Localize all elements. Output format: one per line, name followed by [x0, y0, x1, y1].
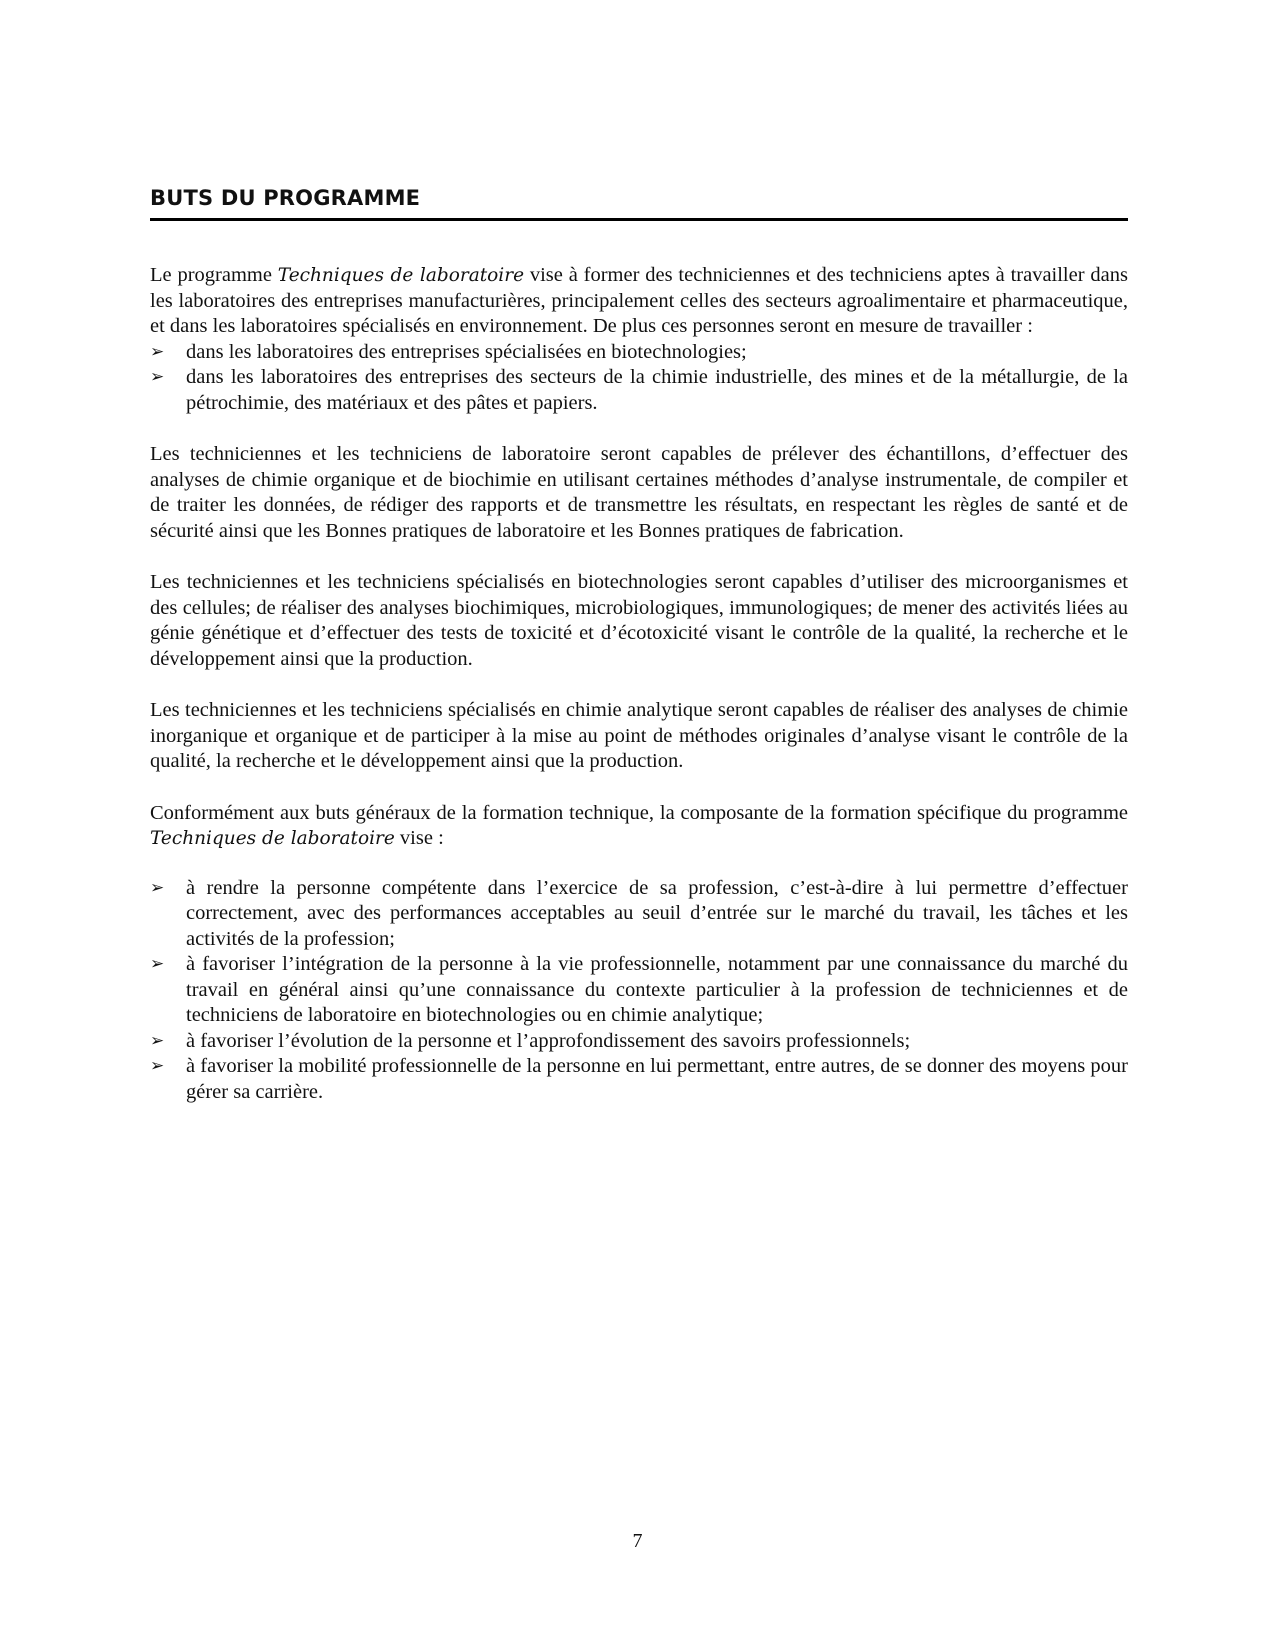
goals-bullet-list	[150, 876, 1128, 1106]
intro-text-after: vise à former des techniciennes et des techniciens aptes à travailler dans les laboratoires des entreprises manufacturières, principalement celles des secteurs agroalimentaire et pharmaceutique, et dans les laboratoires spécialisés en environnement. De plus ces personnes seront en mesure de travailler :	[150, 264, 1128, 337]
list-item-text: à favoriser l’évolution de la personne et l’approfondissement des savoirs professionnels;	[186, 1029, 911, 1052]
conformity-text-after: vise :	[394, 827, 444, 849]
lab-technicians-paragraph: Les techniciennes et les techniciens de laboratoire seront capables de prélever des échantillons, d’effectuer des analyses de chimie organique et de biochimie en utilisant certaines méthodes d’analyse instrumentale, de compiler et de traiter les données, de rédiger des rapports et de transmettre les résultats, en respectant les règles de santé et de sécurité ainsi que les Bonnes pratiques de laboratoire et les Bonnes pratiques de fabrication.	[150, 443, 1128, 542]
intro-text-before: Le programme	[150, 264, 278, 286]
program-name: Techniques de laboratoire	[277, 265, 525, 286]
program-name-2: Techniques de laboratoire	[150, 828, 395, 849]
biotech-paragraph: Les techniciennes et les techniciens spécialisés en biotechnologies seront capables d’utiliser des microorganismes et des cellules; de réaliser des analyses biochimiques, microbiologiques, immunologiques; de mener des activités liées au génie génétique et d’effectuer des tests de toxicité et d’écotoxicité visant le contrôle de la qualité, la recherche et le développement ainsi que la production.	[150, 571, 1128, 670]
arrow-bullet-icon: ➢	[150, 341, 165, 362]
arrow-bullet-icon: ➢	[150, 1056, 165, 1076]
intro-block	[150, 263, 1128, 416]
arrow-bullet-icon: ➢	[150, 954, 165, 974]
document-page	[150, 186, 1128, 1105]
list-item	[150, 340, 1128, 366]
intro-paragraph	[150, 263, 1128, 340]
list-item-text: à rendre la personne compétente dans l’exercice de sa profession, c’est-à-dire à lui permettre d’effectuer correctement, avec des performances acceptables au seuil d’entrée sur le marché du travail, les tâches et les activités de la profession;	[186, 876, 1128, 950]
section-heading: BUTS DU PROGRAMME	[150, 186, 1128, 221]
arrow-bullet-icon: ➢	[150, 1030, 165, 1051]
intro-bullet-list	[150, 340, 1128, 417]
list-item	[150, 1029, 1128, 1055]
list-item-text: à favoriser l’intégration de la personne à la vie professionnelle, notamment par une connaissance du marché du travail en général ainsi qu’une connaissance du contexte particulier à la profession de techniciennes et de techniciens de laboratoire en biotechnologies ou en chimie analytique;	[186, 953, 1128, 1026]
analytical-chemistry-paragraph: Les techniciennes et les techniciens spécialisés en chimie analytique seront capables de réaliser des analyses de chimie inorganique et organique et de participer à la mise au point de méthodes originales d’analyse visant le contrôle de la qualité, la recherche et le développement ainsi que la production.	[150, 699, 1128, 772]
list-item	[150, 365, 1128, 416]
conformity-paragraph	[150, 801, 1128, 852]
arrow-bullet-icon: ➢	[150, 877, 165, 898]
list-item-text: dans les laboratoires des entreprises spécialisées en biotechnologies;	[186, 340, 747, 363]
arrow-bullet-icon: ➢	[150, 367, 165, 387]
list-item	[150, 952, 1128, 1029]
list-item	[150, 1054, 1128, 1105]
list-item-text: à favoriser la mobilité professionnelle de la personne en lui permettant, entre autres, de se donner des moyens pour gérer sa carrière.	[186, 1055, 1128, 1103]
list-item-text: dans les laboratoires des entreprises des secteurs de la chimie industrielle, des mines et de la métallurgie, de la pétrochimie, des matériaux et des pâtes et papiers.	[186, 366, 1128, 414]
list-item	[150, 876, 1128, 953]
conformity-text-before: Conformément aux buts généraux de la formation technique, la composante de la formation spécifique du programme	[150, 801, 1128, 824]
page-number: 7	[632, 1530, 643, 1552]
